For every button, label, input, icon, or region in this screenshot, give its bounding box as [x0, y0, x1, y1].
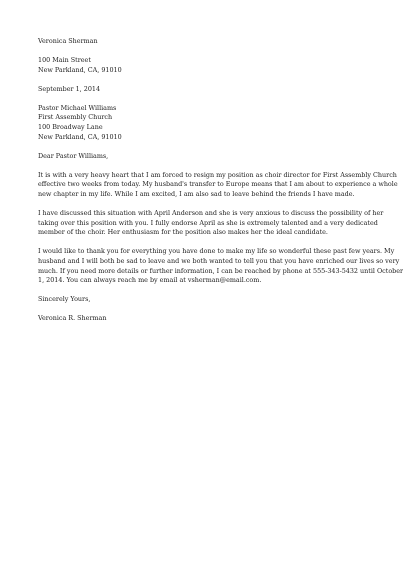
- recipient-organization: First Assembly Church: [38, 113, 113, 122]
- recipient-block: [38, 104, 368, 142]
- paragraph-line: new chapter in my life. While I am excited, I am also sad to leave behind the friends I have made.: [38, 190, 355, 199]
- paragraph-line: much. If you need more details or further information, I can be reached by phone at 555-343-5432 until October: [38, 266, 403, 275]
- closing: Sincerely Yours,: [38, 295, 91, 304]
- paragraph-2: [38, 209, 384, 238]
- paragraph-line: 1, 2014. You can always reach me by email at vsherman@email.com.: [38, 276, 262, 285]
- paragraph-line: I would like to thank you for everything you have done to make my life so wonderful these past few years. My: [38, 247, 395, 256]
- paragraph-line: effective two weeks from today. My husband's transfer to Europe means that I am about to experience a whole: [38, 180, 398, 189]
- sender-block: [38, 37, 368, 75]
- paragraph-line: It is with a very heavy heart that I am forced to resign my position as choir director for First Assembly Church: [38, 170, 397, 179]
- letter-date: September 1, 2014: [38, 84, 101, 93]
- paragraph-line: member of the choir. Her enthusiasm for the position also makes her the ideal candidate.: [38, 228, 328, 237]
- salutation: Dear Pastor Williams,: [38, 151, 109, 160]
- recipient-address-line1: 100 Broadway Lane: [38, 123, 103, 132]
- paragraph-line: husband and I will both be sad to leave and we both wanted to tell you that you have enriched our lives so very: [38, 257, 400, 265]
- sender-address-line2: New Parkland, CA, 91010: [38, 65, 122, 74]
- paragraph-line: taking over this position with you. I fully endorse April as she is extremely talented and a very dedicated: [38, 218, 378, 227]
- letter-body: [38, 37, 403, 324]
- recipient-address-line2: New Parkland, CA, 91010: [38, 132, 122, 141]
- sender-address-line1: 100 Main Street: [38, 56, 91, 65]
- signature-name: Veronica R. Sherman: [38, 314, 107, 323]
- paragraph-line: I have discussed this situation with April Anderson and she is very anxious to discuss the possibility of her: [38, 209, 384, 218]
- recipient-name: Pastor Michael Williams: [38, 103, 117, 112]
- paragraph-1: [38, 170, 398, 200]
- sender-name: Veronica Sherman: [38, 37, 98, 45]
- paragraph-3: [38, 247, 403, 285]
